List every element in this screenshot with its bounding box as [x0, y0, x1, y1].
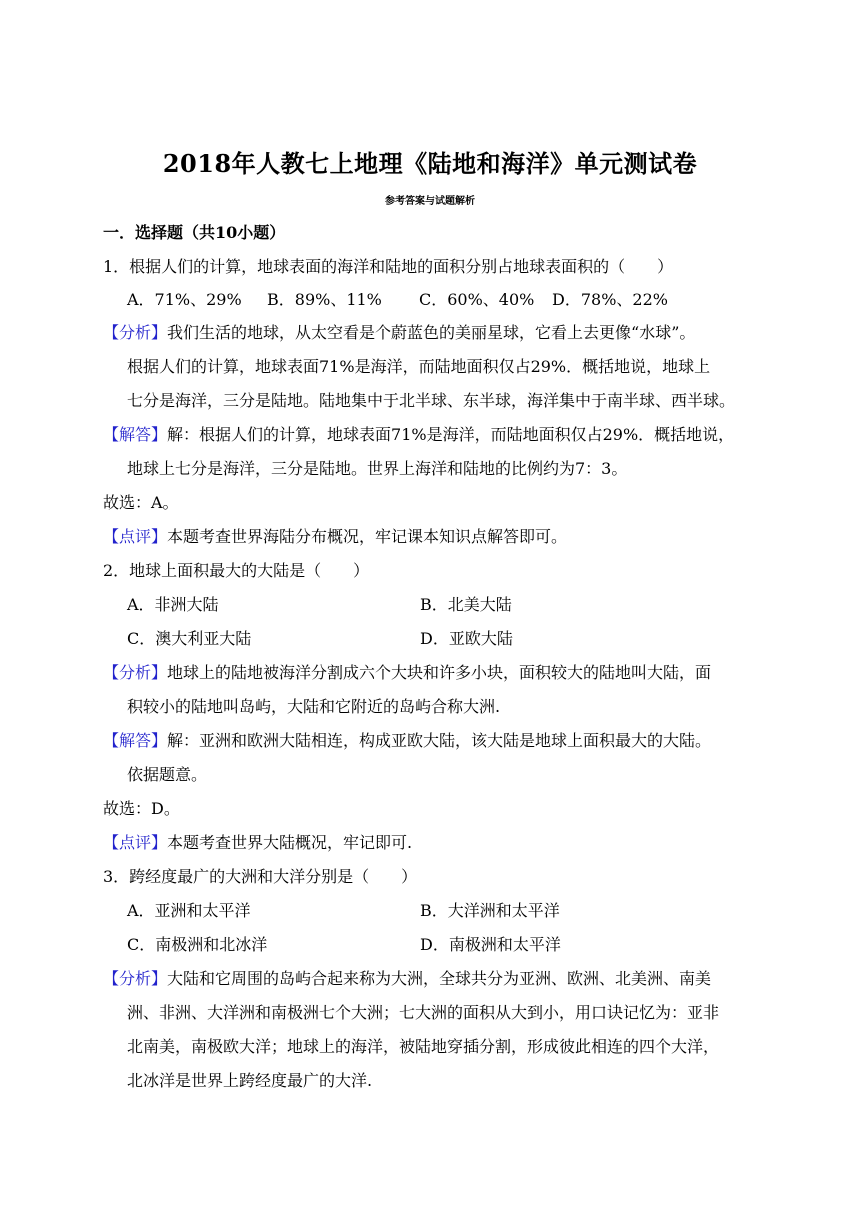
q2-comment-text: 本题考查世界大陆概况，牢记即可.: [167, 833, 413, 852]
q2-analysis: [103, 662, 711, 684]
answer-tag: 【解答】: [103, 731, 168, 750]
q1-answer-line-1: 解：根据人们的计算，地球表面71%是海洋，而陆地面积仅占29%．概括地说，: [167, 425, 735, 444]
section-heading: 一．选择题（共10小题）: [103, 223, 286, 242]
q2-answer: [103, 730, 711, 752]
q2-analysis-line-2: 积较小的陆地叫岛屿，大陆和它附近的岛屿合称大洲.: [127, 697, 501, 716]
q1-answer-line-2: 地球上七分是海洋，三分是陆地。世界上海洋和陆地的比例约为7：3。: [127, 459, 628, 478]
q2-option-d: D．亚欧大陆: [420, 629, 513, 648]
q2-answer-line-2: 依据题意。: [127, 765, 208, 784]
q1-analysis-line-3: 七分是海洋，三分是陆地。陆地集中于北半球、东半球，海洋集中于南半球、西半球。: [127, 391, 736, 410]
q2-analysis-line-1: 地球上的陆地被海洋分割成六个大块和许多小块，面积较大的陆地叫大陆，面: [167, 663, 712, 682]
q1-choice: 故选：A。: [103, 493, 179, 512]
analysis-tag: 【分析】: [103, 323, 168, 342]
q3-stem: 3．跨经度最广的大洲和大洋分别是（ ）: [103, 867, 418, 886]
q3-option-a: A．亚洲和太平洋: [127, 901, 251, 920]
q2-stem: 2．地球上面积最大的大陆是（ ）: [103, 561, 370, 580]
q1-option-b: B．89%、11%: [267, 290, 382, 309]
analysis-tag: 【分析】: [103, 663, 168, 682]
q1-stem: 1．根据人们的计算，地球表面的海洋和陆地的面积分别占地球表面积的（ ）: [103, 257, 674, 276]
page-title: 2018年人教七上地理《陆地和海洋》单元测试卷: [162, 149, 698, 178]
analysis-tag: 【分析】: [103, 969, 168, 988]
comment-tag: 【点评】: [103, 527, 168, 546]
q2-option-c: C．澳大利亚大陆: [127, 629, 252, 648]
q2-choice: 故选：D。: [103, 799, 180, 818]
q1-option-c: C．60%、40%: [419, 290, 535, 309]
q3-option-d: D．南极洲和太平洋: [420, 935, 561, 954]
q3-analysis-line-3: 北南美，南极欧大洋；地球上的海洋，被陆地穿插分割，形成彼此相连的四个大洋，: [127, 1037, 720, 1056]
q3-analysis-line-2: 洲、非洲、大洋洲和南极洲七个大洲；七大洲的面积从大到小，用口诀记忆为：亚非: [127, 1003, 720, 1022]
q1-comment-text: 本题考查世界海陆分布概况，牢记课本知识点解答即可。: [167, 527, 568, 546]
q3-option-b: B．大洋洲和太平洋: [420, 901, 560, 920]
q1-comment: [103, 526, 567, 548]
q3-option-c: C．南极洲和北冰洋: [127, 935, 268, 954]
q3-analysis: [103, 968, 711, 990]
comment-tag: 【点评】: [103, 833, 168, 852]
q1-analysis-line-1: 我们生活的地球，从太空看是个蔚蓝色的美丽星球，它看上去更像“水球”。: [167, 323, 696, 342]
q1-option-a: A．71%、29%: [127, 290, 242, 309]
q2-answer-line-1: 解：亚洲和欧洲大陆相连，构成亚欧大陆，该大陆是地球上面积最大的大陆。: [167, 731, 712, 750]
q1-answer: [103, 424, 734, 446]
answer-tag: 【解答】: [103, 425, 168, 444]
q1-option-d: D．78%、22%: [552, 290, 668, 309]
q3-analysis-line-1: 大陆和它周围的岛屿合起来称为大洲，全球共分为亚洲、欧洲、北美洲、南美: [167, 969, 712, 988]
page-subtitle: 参考答案与试题解析: [385, 196, 475, 207]
q1-analysis: [103, 322, 695, 344]
q1-analysis-line-2: 根据人们的计算，地球表面71%是海洋，而陆地面积仅占29%．概括地说，地球上: [127, 357, 711, 376]
q1-options: [127, 289, 668, 311]
q2-option-a: A．非洲大陆: [127, 595, 219, 614]
q2-option-b: B．北美大陆: [420, 595, 512, 614]
q2-comment: [103, 832, 412, 854]
q3-analysis-line-4: 北冰洋是世界上跨经度最广的大洋.: [127, 1071, 373, 1090]
